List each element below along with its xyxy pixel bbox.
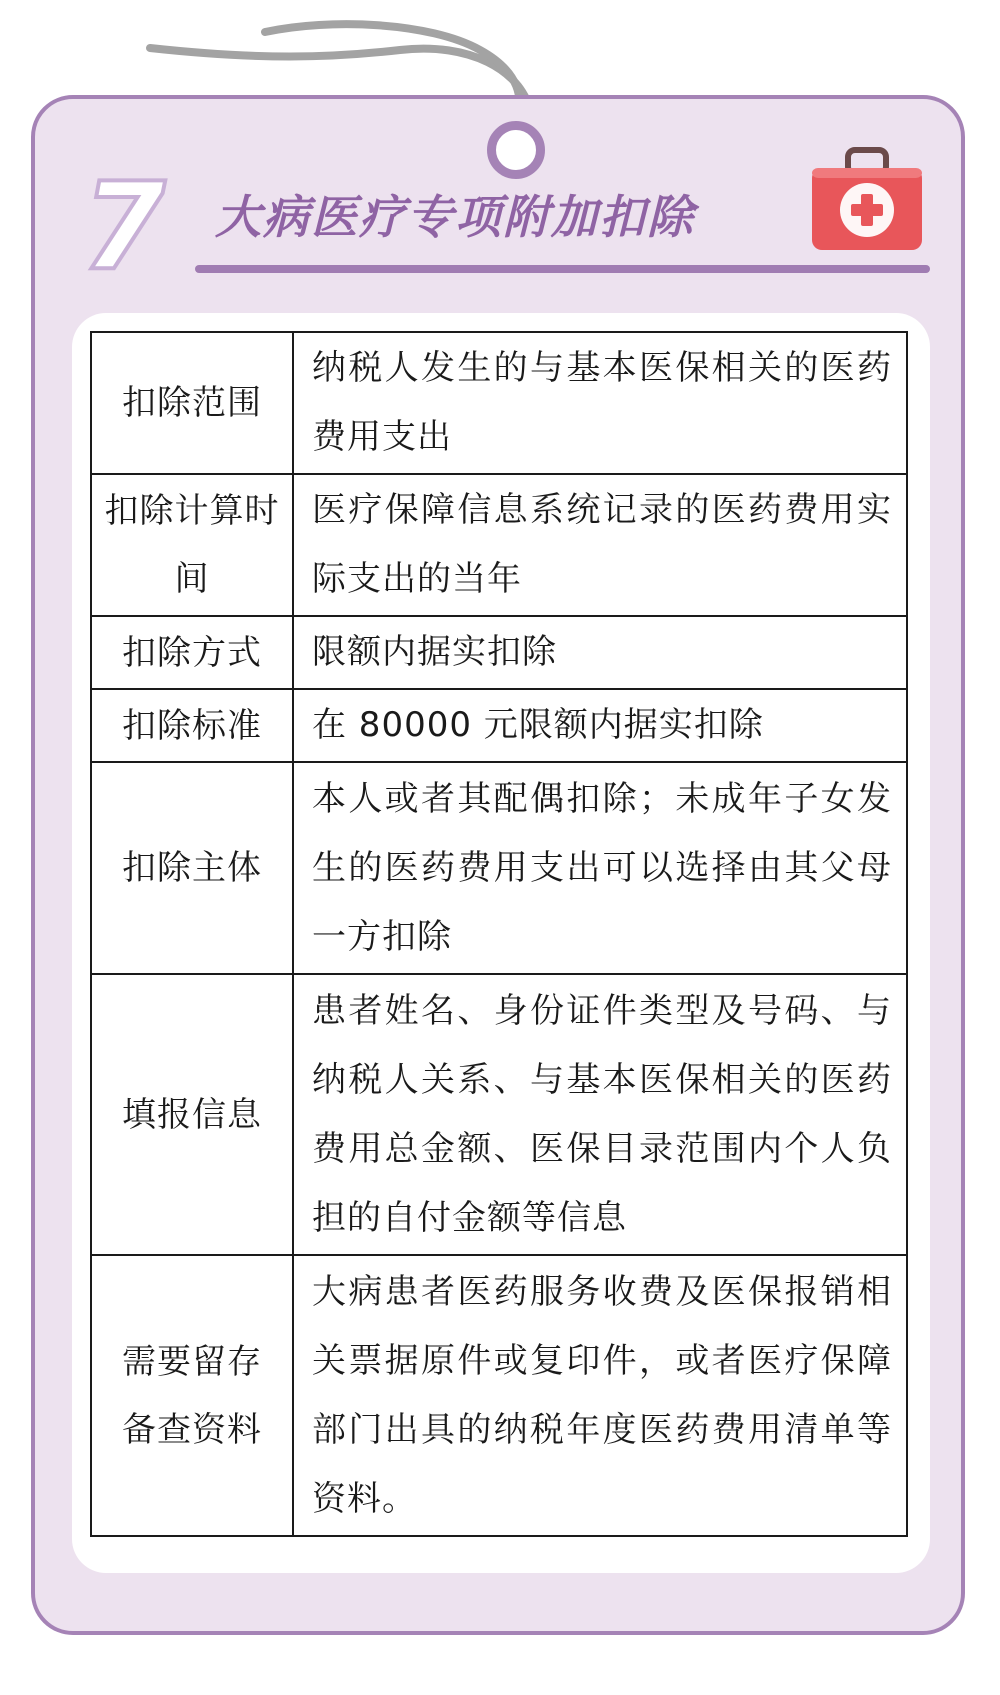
row-value: 医疗保障信息系统记录的医药费用实际支出的当年 <box>293 474 907 616</box>
row-label: 扣除计算时间 <box>91 474 293 616</box>
table-row <box>91 616 907 689</box>
row-label: 扣除方式 <box>91 616 293 689</box>
section-number-seven <box>78 168 188 278</box>
section-title: 大病医疗专项附加扣除 <box>215 190 695 244</box>
row-value: 在 80000 元限额内据实扣除 <box>293 689 907 762</box>
row-value: 纳税人发生的与基本医保相关的医药费用支出 <box>293 332 907 474</box>
svg-text:7: 7 <box>82 168 166 278</box>
table-row <box>91 689 907 762</box>
title-underline <box>195 265 930 273</box>
medical-kit-icon <box>808 146 926 252</box>
row-value: 本人或者其配偶扣除；未成年子女发生的医药费用支出可以选择由其父母一方扣除 <box>293 762 907 974</box>
row-value: 患者姓名、身份证件类型及号码、与纳税人关系、与基本医保相关的医药费用总金额、医保目录范围内个人负担的自付金额等信息 <box>293 974 907 1255</box>
table-row <box>91 1255 907 1536</box>
table-row <box>91 332 907 474</box>
row-value: 限额内据实扣除 <box>293 616 907 689</box>
table-row <box>91 474 907 616</box>
row-label: 扣除范围 <box>91 332 293 474</box>
row-label: 填报信息 <box>91 974 293 1255</box>
row-label: 需要留存备查资料 <box>91 1255 293 1536</box>
deduction-info-table <box>90 331 908 1537</box>
row-value: 大病患者医药服务收费及医保报销相关票据原件或复印件，或者医疗保障部门出具的纳税年度医药费用清单等资料。 <box>293 1255 907 1536</box>
table-row <box>91 974 907 1255</box>
table-row <box>91 762 907 974</box>
row-label: 扣除主体 <box>91 762 293 974</box>
tag-hole <box>487 121 545 179</box>
row-label: 扣除标准 <box>91 689 293 762</box>
